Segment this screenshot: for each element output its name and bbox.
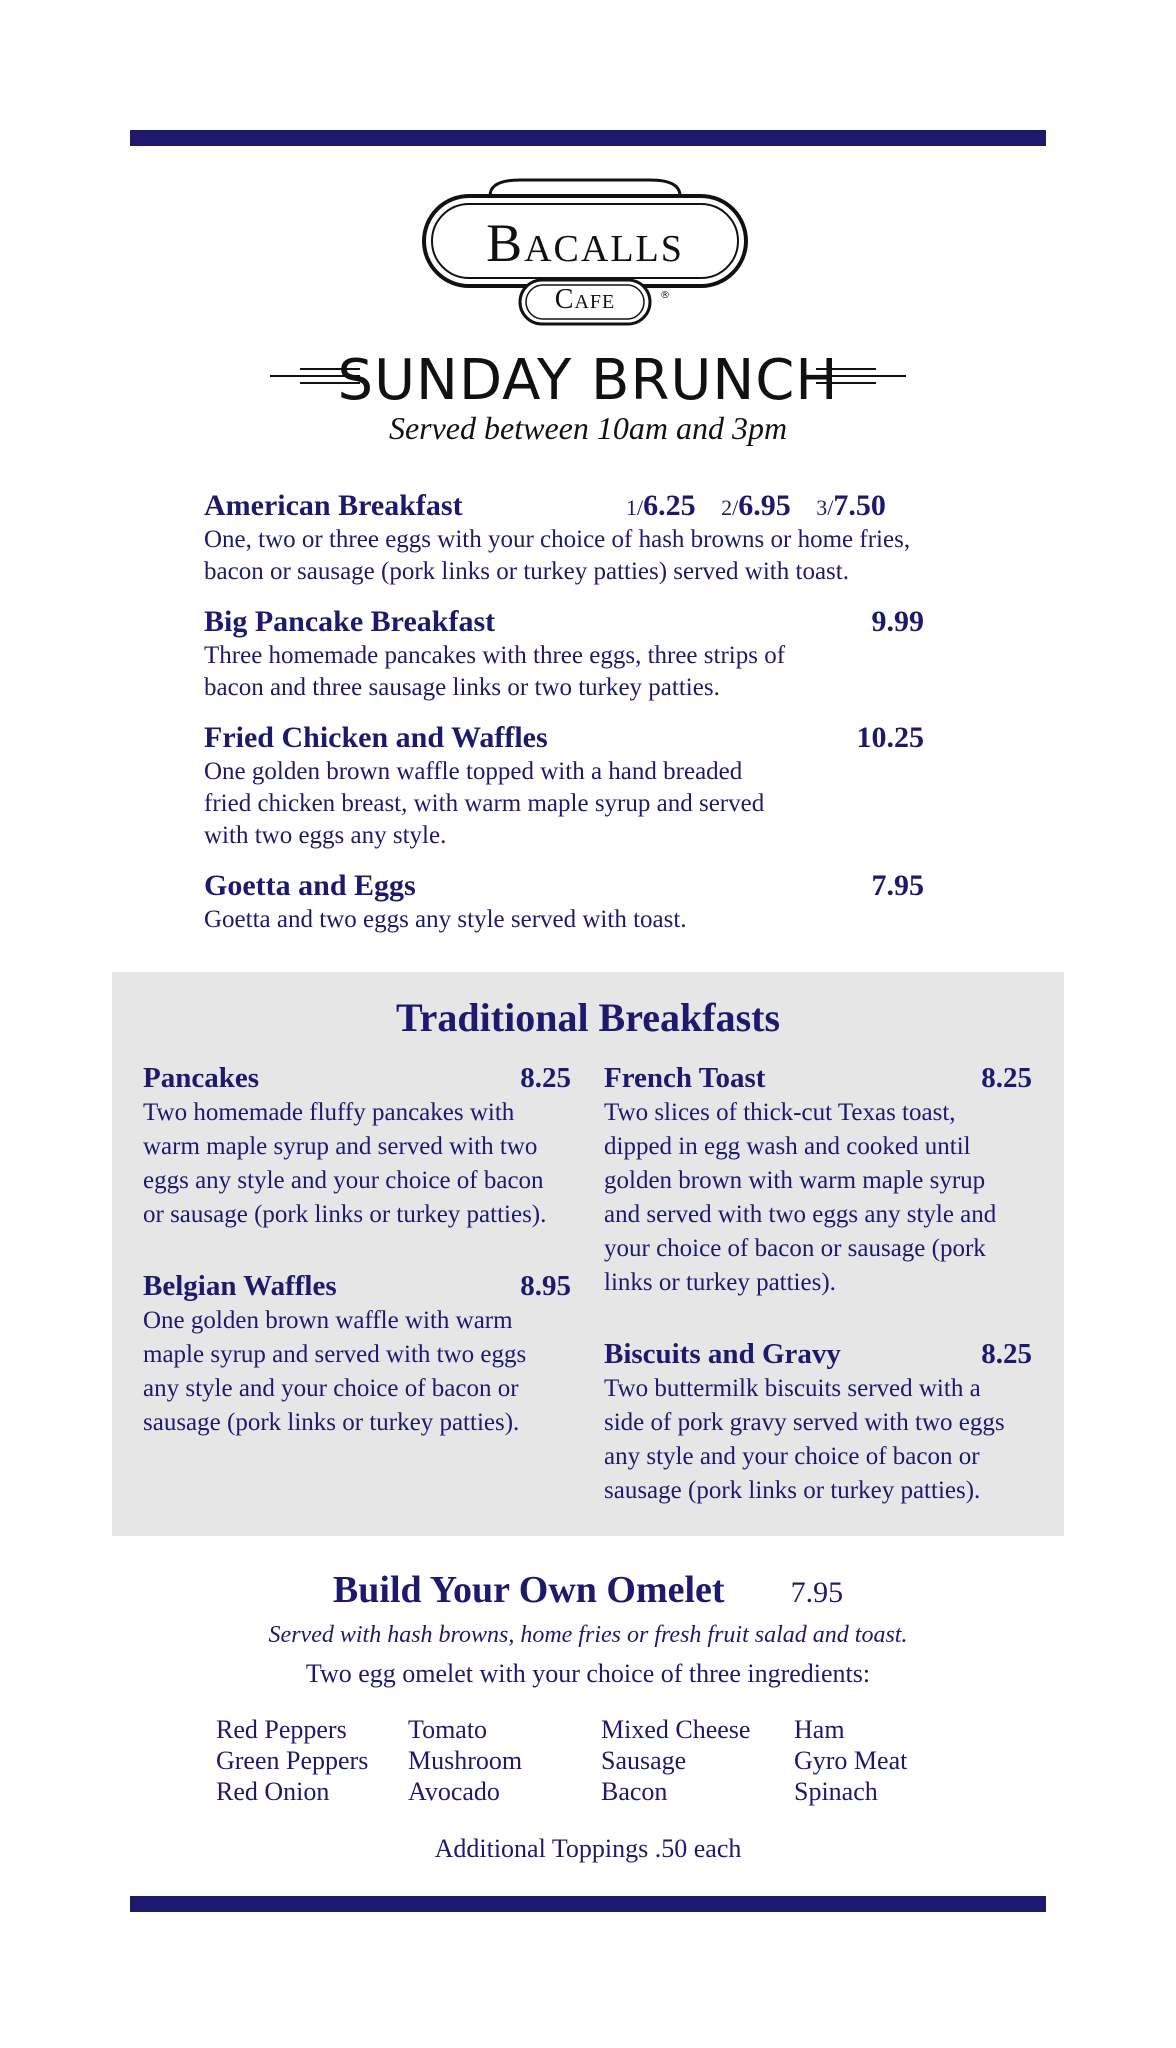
description-line: Three homemade pancakes with three eggs, three strips of — [204, 642, 786, 669]
description-line: warm maple syrup and served with two — [143, 1133, 538, 1160]
logo-subword: Cafe — [554, 284, 616, 315]
page-title: SUNDAY BRUNCH — [337, 348, 839, 413]
bacalls-cafe-logo — [420, 178, 750, 330]
omelet-title: Build Your Own Omelet — [332, 1569, 725, 1611]
item-description — [204, 524, 924, 588]
description-line: Two homemade fluffy pancakes with — [143, 1099, 515, 1126]
ingredient-item: Ham — [794, 1715, 845, 1744]
logo-wordmark: Bacalls — [486, 213, 684, 273]
ingredient-item: Avocado — [408, 1777, 500, 1806]
description-line: Two slices of thick-cut Texas toast, — [604, 1099, 956, 1126]
description-line: dipped in egg wash and cooked until — [604, 1133, 971, 1160]
description-line: golden brown with warm maple syrup — [604, 1167, 986, 1194]
price-value: 7.50 — [833, 489, 886, 522]
item-price: 8.25 — [981, 1338, 1032, 1370]
item-name: American Breakfast — [204, 489, 463, 522]
description-line: your choice of bacon or sausage (pork — [604, 1235, 986, 1262]
item-price-options — [626, 488, 886, 526]
menu-item-goetta-and-eggs — [204, 868, 924, 936]
menu-item-biscuits-and-gravy — [604, 1336, 1032, 1508]
item-name: Pancakes — [143, 1062, 259, 1094]
ingredient-item: Sausage — [601, 1746, 687, 1775]
ingredient-item: Green Peppers — [216, 1746, 369, 1775]
item-name: Belgian Waffles — [143, 1270, 337, 1302]
serving-hours: Served between 10am and 3pm — [388, 410, 788, 446]
item-name: Fried Chicken and Waffles — [204, 721, 548, 754]
description-line: bacon and three sausage links or two turkey patties. — [204, 674, 720, 701]
description-line: Two buttermilk biscuits served with a — [604, 1375, 981, 1402]
ingredient-item: Gyro Meat — [794, 1746, 908, 1775]
item-price: 10.25 — [856, 721, 924, 754]
menu-item-american-breakfast — [204, 488, 924, 588]
top-border-bar — [130, 130, 1046, 146]
menu-item-belgian-waffles — [143, 1268, 571, 1440]
price-prefix: 1/ — [626, 495, 644, 520]
ingredient-column — [794, 1714, 984, 1807]
ingredient-item: Tomato — [408, 1715, 488, 1744]
title-row — [270, 340, 906, 420]
price-value: 6.95 — [738, 489, 791, 522]
item-price: 9.99 — [871, 605, 924, 638]
description-line: side of pork gravy served with two eggs — [604, 1409, 1005, 1436]
additional-toppings-note: Additional Toppings .50 each — [434, 1834, 742, 1863]
registered-mark: ® — [660, 290, 670, 301]
ingredient-item: Red Peppers — [216, 1715, 347, 1744]
description-line: Goetta and two eggs any style served with toast. — [204, 906, 687, 933]
description-line: sausage (pork links or turkey patties). — [143, 1409, 520, 1436]
description-line: fried chicken breast, with warm maple syrup and served — [204, 790, 765, 817]
description-line: One golden brown waffle topped with a hand breaded — [204, 758, 743, 785]
item-description — [143, 1304, 571, 1440]
item-description — [204, 904, 924, 936]
description-line: and served with two eggs any style and — [604, 1201, 997, 1228]
item-description — [143, 1096, 571, 1232]
description-line: any style and your choice of bacon or — [604, 1443, 980, 1470]
description-line: maple syrup and served with two eggs — [143, 1341, 527, 1368]
ingredient-column — [601, 1714, 791, 1807]
ingredient-item: Bacon — [601, 1777, 668, 1806]
item-price: 8.95 — [520, 1270, 571, 1302]
description-line: One, two or three eggs with your choice of hash browns or home fries, — [204, 526, 911, 553]
description-line: bacon or sausage (pork links or turkey patties) served with toast. — [204, 558, 849, 585]
omelet-description: Two egg omelet with your choice of three ingredients: — [305, 1659, 871, 1688]
menu-item-big-pancake-breakfast — [204, 604, 924, 704]
item-description — [204, 756, 924, 852]
ingredient-column — [216, 1714, 406, 1807]
ingredient-item: Red Onion — [216, 1777, 330, 1806]
description-line: links or turkey patties). — [604, 1269, 836, 1296]
ingredient-item: Mushroom — [408, 1746, 523, 1775]
item-price: 7.95 — [871, 869, 924, 902]
section-title: Traditional Breakfasts — [395, 995, 781, 1040]
ingredient-column — [408, 1714, 598, 1807]
item-price: 8.25 — [981, 1062, 1032, 1094]
price-value: 6.25 — [643, 489, 696, 522]
price-prefix: 2/ — [721, 495, 739, 520]
description-line: One golden brown waffle with warm — [143, 1307, 513, 1334]
item-name: French Toast — [604, 1062, 766, 1094]
description-line: with two eggs any style. — [204, 822, 447, 849]
description-line: any style and your choice of bacon or — [143, 1375, 519, 1402]
omelet-price: 7.95 — [790, 1576, 844, 1609]
item-name: Big Pancake Breakfast — [204, 605, 496, 638]
item-name: Biscuits and Gravy — [604, 1338, 841, 1370]
traditional-breakfasts-panel — [112, 972, 1064, 1536]
description-line: eggs any style and your choice of bacon — [143, 1167, 544, 1194]
omelet-header — [0, 1568, 1176, 1612]
item-description — [204, 640, 924, 704]
menu-item-french-toast — [604, 1060, 1032, 1300]
menu-item-pancakes — [143, 1060, 571, 1232]
item-description — [604, 1372, 1032, 1508]
bottom-border-bar — [130, 1896, 1046, 1912]
item-name: Goetta and Eggs — [204, 869, 416, 902]
description-line: or sausage (pork links or turkey patties). — [143, 1201, 547, 1228]
description-line: sausage (pork links or turkey patties). — [604, 1477, 981, 1504]
ingredient-item: Spinach — [794, 1777, 878, 1806]
omelet-sides: Served with hash browns, home fries or fresh fruit salad and toast. — [268, 1622, 908, 1648]
item-price: 8.25 — [520, 1062, 571, 1094]
price-prefix: 3/ — [816, 495, 834, 520]
menu-item-fried-chicken-and-waffles — [204, 720, 924, 852]
ingredient-item: Mixed Cheese — [601, 1715, 751, 1744]
item-description — [604, 1096, 1032, 1300]
